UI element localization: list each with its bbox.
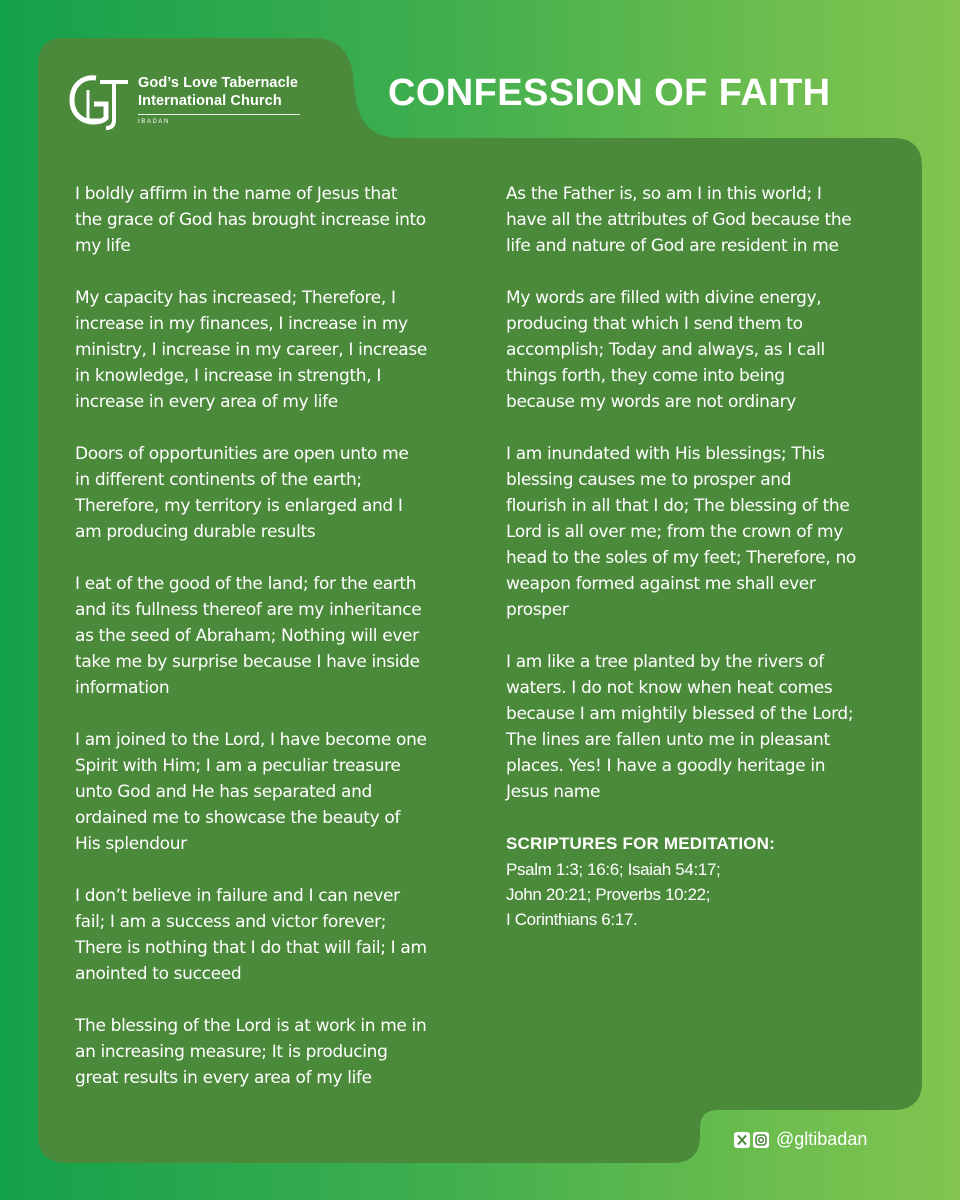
church-city: IBADAN [138, 119, 170, 125]
confession-paragraph [75, 441, 475, 545]
paragraph-line: blessing causes me to prosper and [506, 470, 792, 490]
scripture-reference: Psalm 1:3; 16:6; Isaiah 54:17; [506, 860, 721, 879]
confession-paragraph [506, 441, 901, 623]
social-handle[interactable]: @gltibadan [776, 1129, 868, 1149]
paragraph-line: ordained me to showcase the beauty of [75, 808, 401, 828]
paragraph-line: prosper [506, 600, 569, 620]
paragraph-line: My words are filled with divine energy, [506, 288, 822, 308]
scripture-reference: John 20:21; Proverbs 10:22; [506, 885, 711, 904]
paragraph-line: and its fullness thereof are my inheritance [75, 600, 422, 620]
instagram-icon[interactable] [753, 1132, 769, 1148]
left-column [75, 181, 475, 1117]
paragraph-line: an increasing measure; It is producing [75, 1042, 388, 1062]
paragraph-line: anointed to succeed [75, 964, 242, 984]
confession-paragraph [75, 1013, 475, 1091]
paragraph-line: Therefore, my territory is enlarged and I [75, 496, 403, 516]
paragraph-line: I am like a tree planted by the rivers of [506, 652, 824, 672]
paragraph-line: increase in every area of my life [75, 392, 338, 412]
paragraph-line: My capacity has increased; Therefore, I [75, 288, 396, 308]
glt-monogram-icon [66, 70, 130, 132]
confession-paragraph [75, 181, 475, 259]
paragraph-line: I am joined to the Lord, I have become one [75, 730, 427, 750]
paragraph-line: weapon formed against me shall ever [506, 574, 816, 594]
scripture-list [506, 857, 901, 932]
paragraph-line: have all the attributes of God because the [506, 210, 852, 230]
church-name-line1: God’s Love Tabernacle [138, 75, 299, 91]
x-icon[interactable] [734, 1132, 750, 1148]
paragraph-line: I eat of the good of the land; for the earth [75, 574, 417, 594]
name-divider [138, 114, 300, 115]
paragraph-line: because my words are not ordinary [506, 392, 797, 412]
right-paragraphs [506, 181, 901, 805]
paragraph-line: in knowledge, I increase in strength, I [75, 366, 382, 386]
paragraph-line: I don’t believe in failure and I can never [75, 886, 400, 906]
paragraph-line: head to the soles of my feet; Therefore, no [506, 548, 856, 568]
paragraph-line: As the Father is, so am I in this world; I [506, 184, 822, 204]
paragraph-line: Doors of opportunities are open unto me [75, 444, 409, 464]
paragraph-line: the grace of God has brought increase into [75, 210, 426, 230]
paragraph-line: I boldly affirm in the name of Jesus that [75, 184, 398, 204]
paragraph-line: Jesus name [506, 782, 601, 802]
paragraph-line: as the seed of Abraham; Nothing will ever [75, 626, 419, 646]
social-footer [734, 1129, 867, 1150]
paragraph-line: am producing durable results [75, 522, 316, 542]
paragraph-line: There is nothing that I do that will fail; I am [75, 938, 427, 958]
confession-paragraph [506, 285, 901, 415]
confession-paragraph [75, 727, 475, 857]
paragraph-line: my life [75, 236, 131, 256]
confession-paragraph [506, 649, 901, 805]
church-name-line2: International Church [138, 93, 282, 109]
scripture-reference: I Corinthians 6:17. [506, 910, 638, 929]
church-name [138, 74, 300, 126]
right-column [506, 181, 901, 932]
paragraph-line: life and nature of God are resident in me [506, 236, 839, 256]
paragraph-line: unto God and He has separated and [75, 782, 372, 802]
confession-paragraph [75, 571, 475, 701]
paragraph-line: ministry, I increase in my career, I increase [75, 340, 427, 360]
paragraph-line: accomplish; Today and always, as I call [506, 340, 825, 360]
paragraph-line: Spirit with Him; I am a peculiar treasure [75, 756, 401, 776]
page-title: CONFESSION OF FAITH [388, 72, 831, 114]
confession-paragraph [75, 285, 475, 415]
paragraph-line: Lord is all over me; from the crown of my [506, 522, 843, 542]
paragraph-line: things forth, they come into being [506, 366, 785, 386]
paragraph-line: increase in my finances, I increase in my [75, 314, 408, 334]
paragraph-line: because I am mightily blessed of the Lord; [506, 704, 854, 724]
paragraph-line: I am inundated with His blessings; This [506, 444, 825, 464]
paragraph-line: producing that which I send them to [506, 314, 803, 334]
paragraph-line: great results in every area of my life [75, 1068, 372, 1088]
paragraph-line: places. Yes! I have a goodly heritage in [506, 756, 826, 776]
paragraph-line: take me by surprise because I have inside [75, 652, 420, 672]
paragraph-line: His splendour [75, 834, 187, 854]
confession-paragraph [506, 181, 901, 259]
paragraph-line: The blessing of the Lord is at work in me in [75, 1016, 427, 1036]
confession-paragraph [75, 883, 475, 987]
paragraph-line: in different continents of the earth; [75, 470, 362, 490]
paragraph-line: waters. I do not know when heat comes [506, 678, 833, 698]
paragraph-line: The lines are fallen unto me in pleasant [506, 730, 830, 750]
paragraph-line: flourish in all that I do; The blessing of the [506, 496, 850, 516]
church-logo [66, 70, 300, 132]
paragraph-line: fail; I am a success and victor forever; [75, 912, 387, 932]
scripture-heading: SCRIPTURES FOR MEDITATION: [506, 834, 776, 853]
paragraph-line: information [75, 678, 170, 698]
